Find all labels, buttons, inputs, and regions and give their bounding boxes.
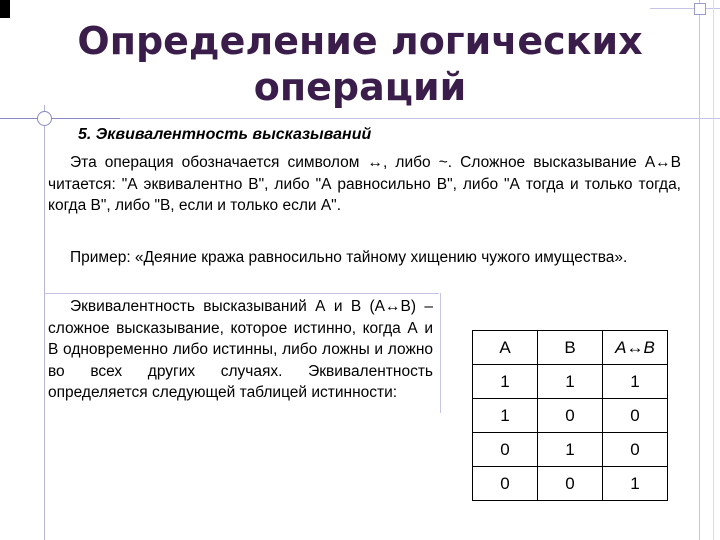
header-b: B <box>538 331 603 365</box>
corner-mark <box>0 0 10 18</box>
header-a-equiv-b: A↔B <box>603 331 668 365</box>
frame-top-line <box>650 8 720 9</box>
cell-b: 1 <box>538 365 603 399</box>
cell-a: 1 <box>473 365 538 399</box>
paragraph1-text: Эта операция обозначается символом ↔, либо ~. Сложное высказывание A↔B читается: "А эквивалентно В", либо "А равносильно В", либо "А тогда и только тогда, когда В", либо "В, если и только если А". <box>48 154 681 214</box>
table-row <box>473 467 668 501</box>
horizontal-rule-accent <box>0 118 120 119</box>
equivalence-definition <box>48 296 433 404</box>
vertical-rule <box>44 105 45 540</box>
cell-b: 1 <box>538 433 603 467</box>
paragraph-definition-symbol <box>48 152 681 217</box>
cell-a: 0 <box>473 467 538 501</box>
frame-right-line-2 <box>713 0 714 540</box>
cell-b: 0 <box>538 467 603 501</box>
cell-result: 0 <box>603 399 668 433</box>
table-row <box>473 365 668 399</box>
truth-table <box>472 330 668 501</box>
cell-a: 1 <box>473 399 538 433</box>
cell-result: 0 <box>603 433 668 467</box>
table-row <box>473 433 668 467</box>
definition-text: Эквивалентность высказываний А и В (А↔В) – сложное высказывание, которое истинно, когда А и В одновременно либо истинны, либо ложны и ложно во всех других случаях. Эквивалентность определяется следующей таблицей истинности: <box>48 298 433 401</box>
definition-box-right-border <box>440 293 441 413</box>
table-row <box>473 399 668 433</box>
cell-result: 1 <box>603 365 668 399</box>
section-subheading: 5. Эквивалентность высказываний <box>78 126 372 143</box>
cell-a: 0 <box>473 433 538 467</box>
cell-b: 0 <box>538 399 603 433</box>
rule-circle-ornament <box>37 111 52 126</box>
frame-corner-square <box>694 3 706 15</box>
cell-result: 1 <box>603 467 668 501</box>
frame-right-line <box>699 0 700 540</box>
definition-box-top-border <box>44 293 439 294</box>
header-a: A <box>473 331 538 365</box>
paragraph2-text: Пример: «Деяние кража равносильно тайному хищению чужого имущества». <box>70 249 628 266</box>
slide-title: Определение логических операций <box>77 19 643 109</box>
paragraph-example <box>48 247 681 269</box>
truth-table-header-row <box>473 331 668 365</box>
